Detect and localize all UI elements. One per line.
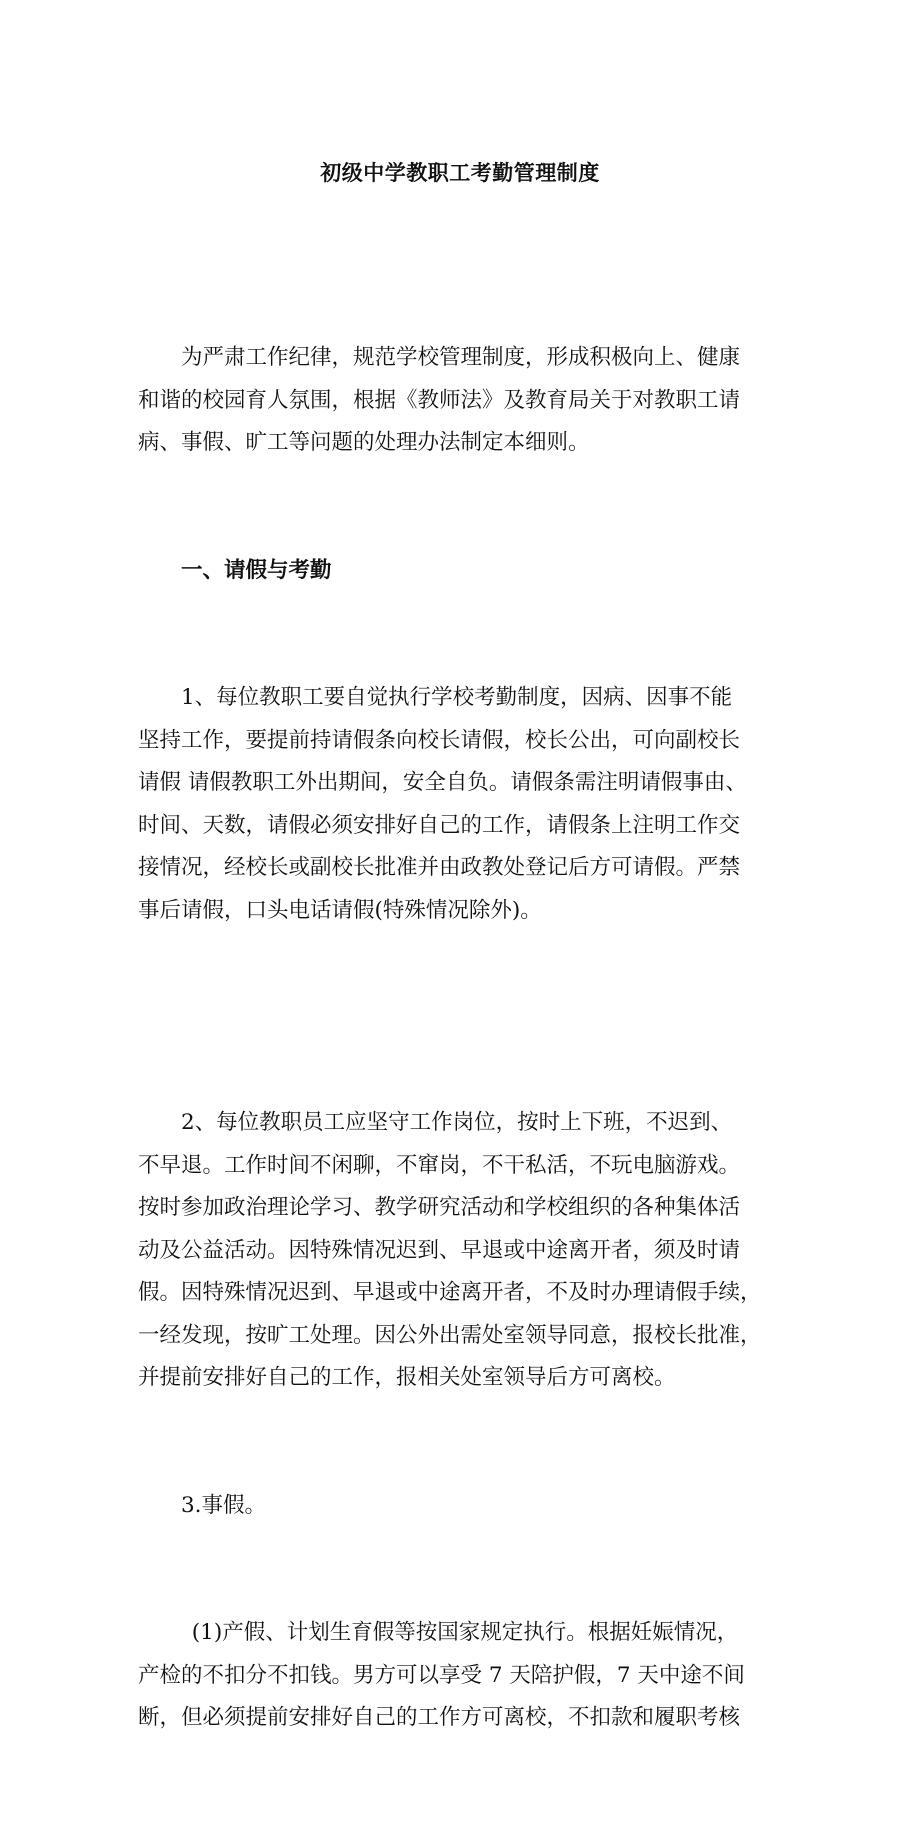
text-line: (1)产假、计划生育假等按国家规定执行。根据妊娠情况， bbox=[191, 1620, 739, 1645]
text-line: 按时参加政治理论学习、教学研究活动和学校组织的各种集体活 bbox=[138, 1195, 741, 1220]
intro-paragraph bbox=[138, 252, 788, 550]
item-1-paragraph bbox=[138, 592, 788, 1017]
text-line: 请假 请假教职工外出期间，安全自负。请假条需注明请假事由、 bbox=[138, 770, 747, 795]
text-line: 产检的不扣分不扣钱。男方可以享受 7 天陪护假，7 天中途不间 bbox=[138, 1662, 745, 1688]
item-3-1-paragraph bbox=[138, 1527, 788, 1825]
document-body bbox=[138, 252, 788, 1825]
text-line: 断，但必须提前安排好自己的工作方可离校，不扣款和履职考核 bbox=[138, 1705, 741, 1730]
text-line: 和谐的校园育人氛围，根据《教师法》及教育局关于对教职工请 bbox=[138, 387, 741, 413]
text-line: 不早退。工作时间不闲聊，不窜岗，不干私活，不玩电脑游戏。 bbox=[138, 1152, 741, 1178]
text-line: 1、每位教职工要自觉执行学校考勤制度，因病、因事不能 bbox=[181, 685, 733, 710]
section-heading: 一、请假与考勤 bbox=[181, 557, 332, 583]
item-2-paragraph bbox=[138, 1017, 788, 1485]
text-line: 假。因特殊情况迟到、早退或中途离开者，不及时办理请假手续， bbox=[138, 1280, 762, 1305]
text-line: 时间、天数，请假必须安排好自己的工作，请假条上注明工作交 bbox=[138, 812, 741, 838]
text-line: 动及公益活动。因特殊情况迟到、早退或中途离开者，须及时请 bbox=[138, 1237, 741, 1263]
text-line: 2、每位教职员工应坚守工作岗位，按时上下班，不迟到、 bbox=[181, 1110, 733, 1135]
text-line: 为严肃工作纪律，规范学校管理制度，形成积极向上、健康 bbox=[181, 345, 741, 370]
item-3-heading: 3.事假。 bbox=[181, 1492, 267, 1518]
document-title: 初级中学教职工考勤管理制度 bbox=[320, 160, 600, 185]
text-line: 一经发现，按旷工处理。因公外出需处室领导同意，报校长批准， bbox=[138, 1322, 762, 1348]
text-line: 坚持工作，要提前持请假条向校长请假，校长公出，可向副校长 bbox=[138, 727, 741, 753]
text-line: 病、事假、旷工等问题的处理办法制定本细则。 bbox=[138, 430, 590, 455]
text-line: 并提前安排好自己的工作，报相关处室领导后方可离校。 bbox=[138, 1365, 676, 1390]
text-line: 事后请假，口头电话请假(特殊情况除外)。 bbox=[138, 897, 542, 923]
text-line: 接情况，经校长或副校长批准并由政教处登记后方可请假。严禁 bbox=[138, 855, 741, 880]
